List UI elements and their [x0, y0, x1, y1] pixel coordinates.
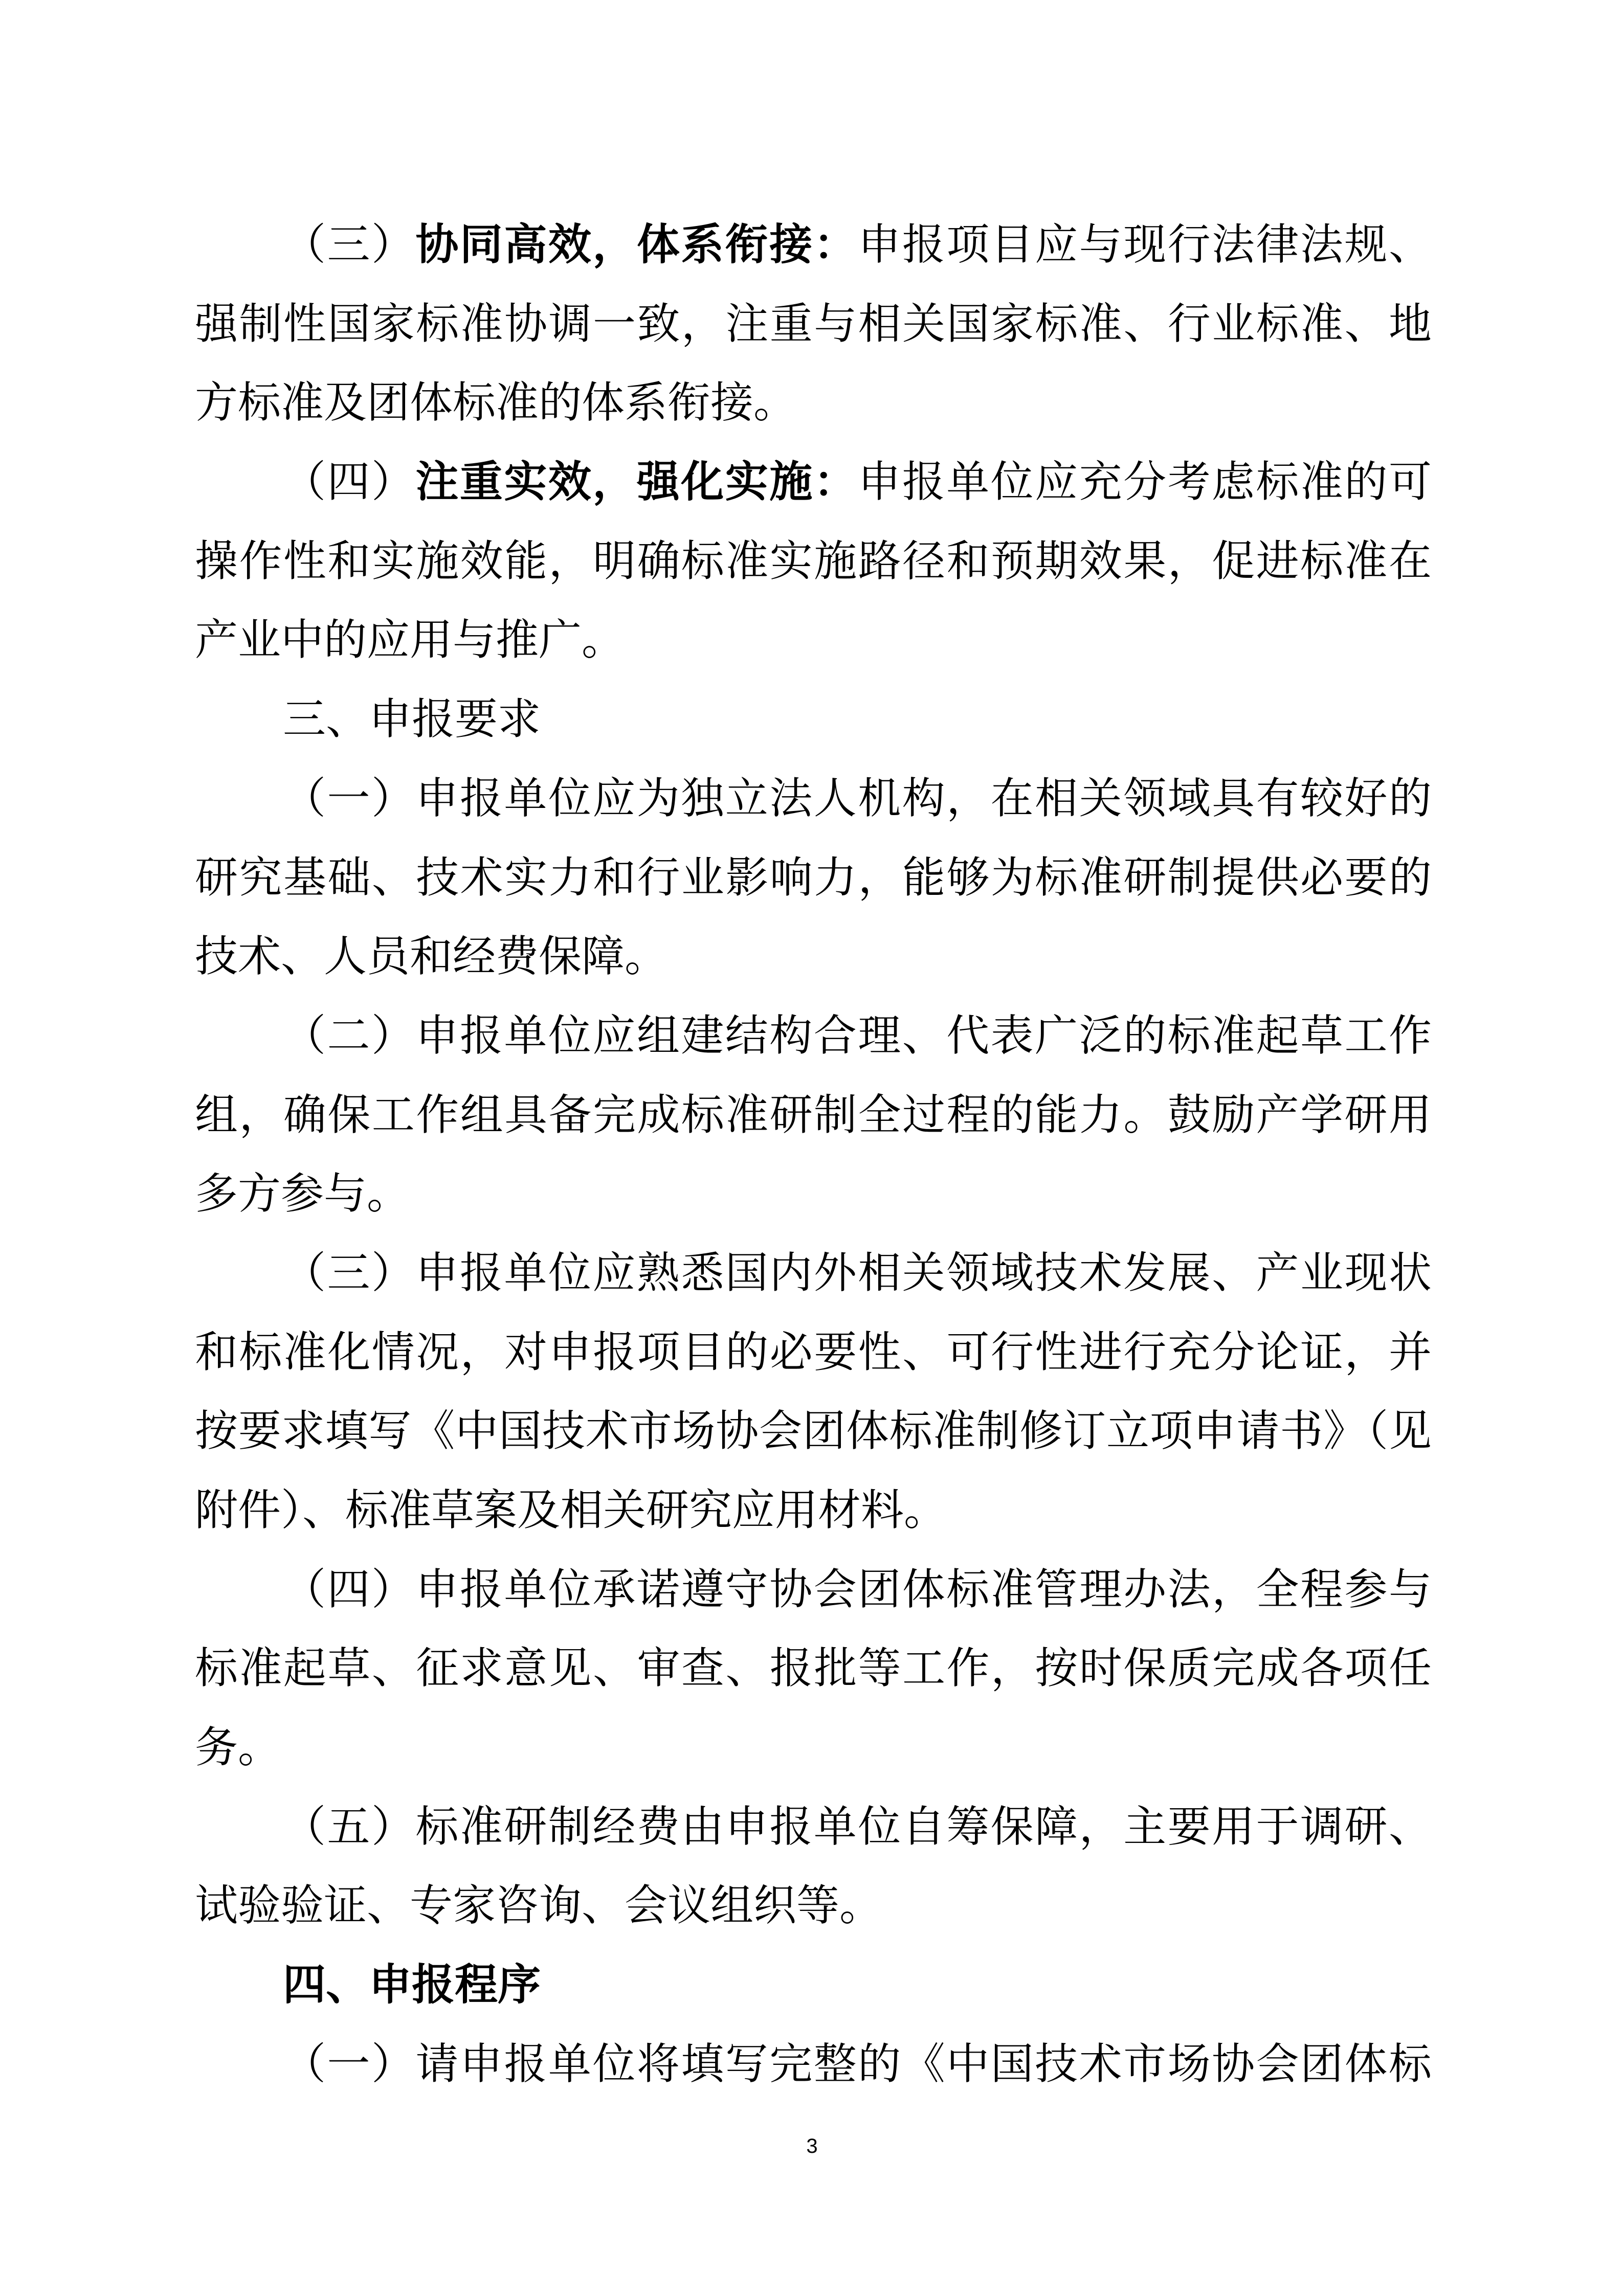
paragraph-text: 申报项目应与现行法律法规、 — [858, 219, 1432, 269]
requirement-2 — [195, 996, 1432, 1233]
paragraph-line: 产业中的应用与推广。 — [195, 615, 625, 665]
paragraph-line: （三）申报单位应熟悉国内外相关领域技术发展、产业现状 — [283, 1247, 1432, 1298]
paragraph-line: 操作性和实施效能，明确标准实施路径和预期效果，促进标准在 — [195, 535, 1432, 586]
requirement-1 — [195, 759, 1432, 996]
principle-4-effectiveness — [195, 442, 1432, 680]
paragraph-line: 按要求填写《中国技术市场协会团体标准制修订立项申请书》（见 — [195, 1406, 1432, 1456]
paragraph-line: 方标准及团体标准的体系衔接。 — [195, 377, 797, 428]
paragraph-line: （四）申报单位承诺遵守协会团体标准管理办法，全程参与 — [283, 1564, 1432, 1614]
paragraph-line: （一）申报单位应为独立法人机构，在相关领域具有较好的 — [283, 773, 1432, 823]
item-number: （四） — [283, 457, 416, 507]
paragraph-line: （一）请申报单位将填写完整的《中国技术市场协会团体标 — [283, 2038, 1432, 2089]
paragraph-line: 和标准化情况，对申报项目的必要性、可行性进行充分论证，并 — [195, 1326, 1432, 1377]
document-body — [195, 205, 1432, 2104]
paragraph-line: 标准起草、征求意见、审查、报批等工作，按时保质完成各项任 — [195, 1643, 1432, 1694]
paragraph-line: 强制性国家标准协调一致，注重与相关国家标准、行业标准、地 — [195, 298, 1432, 349]
paragraph-line — [195, 442, 1432, 522]
principle-3-coordination — [195, 205, 1432, 442]
item-number: （三） — [283, 219, 416, 269]
section-heading-requirements: 三、申报要求 — [283, 694, 541, 745]
principle-title: 协同高效，体系衔接： — [415, 219, 858, 269]
paragraph-line: 研究基础、技术实力和行业影响力，能够为标准研制提供必要的 — [195, 852, 1432, 903]
section-heading-procedure: 四、申报程序 — [283, 1960, 541, 2010]
paragraph-line: 试验验证、专家咨询、会议组织等。 — [195, 1880, 883, 1931]
principle-title: 注重实效，强化实施： — [415, 456, 858, 507]
paragraph-line: 附件）、标准草案及相关研究应用材料。 — [195, 1485, 947, 1535]
page-number: 3 — [806, 2135, 818, 2157]
paragraph-text: 申报单位应充分考虑标准的可 — [858, 457, 1432, 507]
requirement-3 — [195, 1233, 1432, 1550]
paragraph-line: 技术、人员和经费保障。 — [195, 931, 668, 982]
paragraph-line: 务。 — [195, 1722, 281, 1773]
procedure-1 — [195, 2024, 1432, 2104]
paragraph-line: 多方参与。 — [195, 1168, 410, 1219]
requirement-4 — [195, 1550, 1432, 1787]
paragraph-line: （二）申报单位应组建结构合理、代表广泛的标准起草工作 — [283, 1010, 1432, 1061]
requirement-5 — [195, 1787, 1432, 1945]
paragraph-line: 组，确保工作组具备完成标准研制全过程的能力。鼓励产学研用 — [195, 1089, 1432, 1140]
paragraph-line: （五）标准研制经费由申报单位自筹保障，主要用于调研、 — [283, 1801, 1432, 1852]
paragraph-line — [195, 205, 1432, 284]
